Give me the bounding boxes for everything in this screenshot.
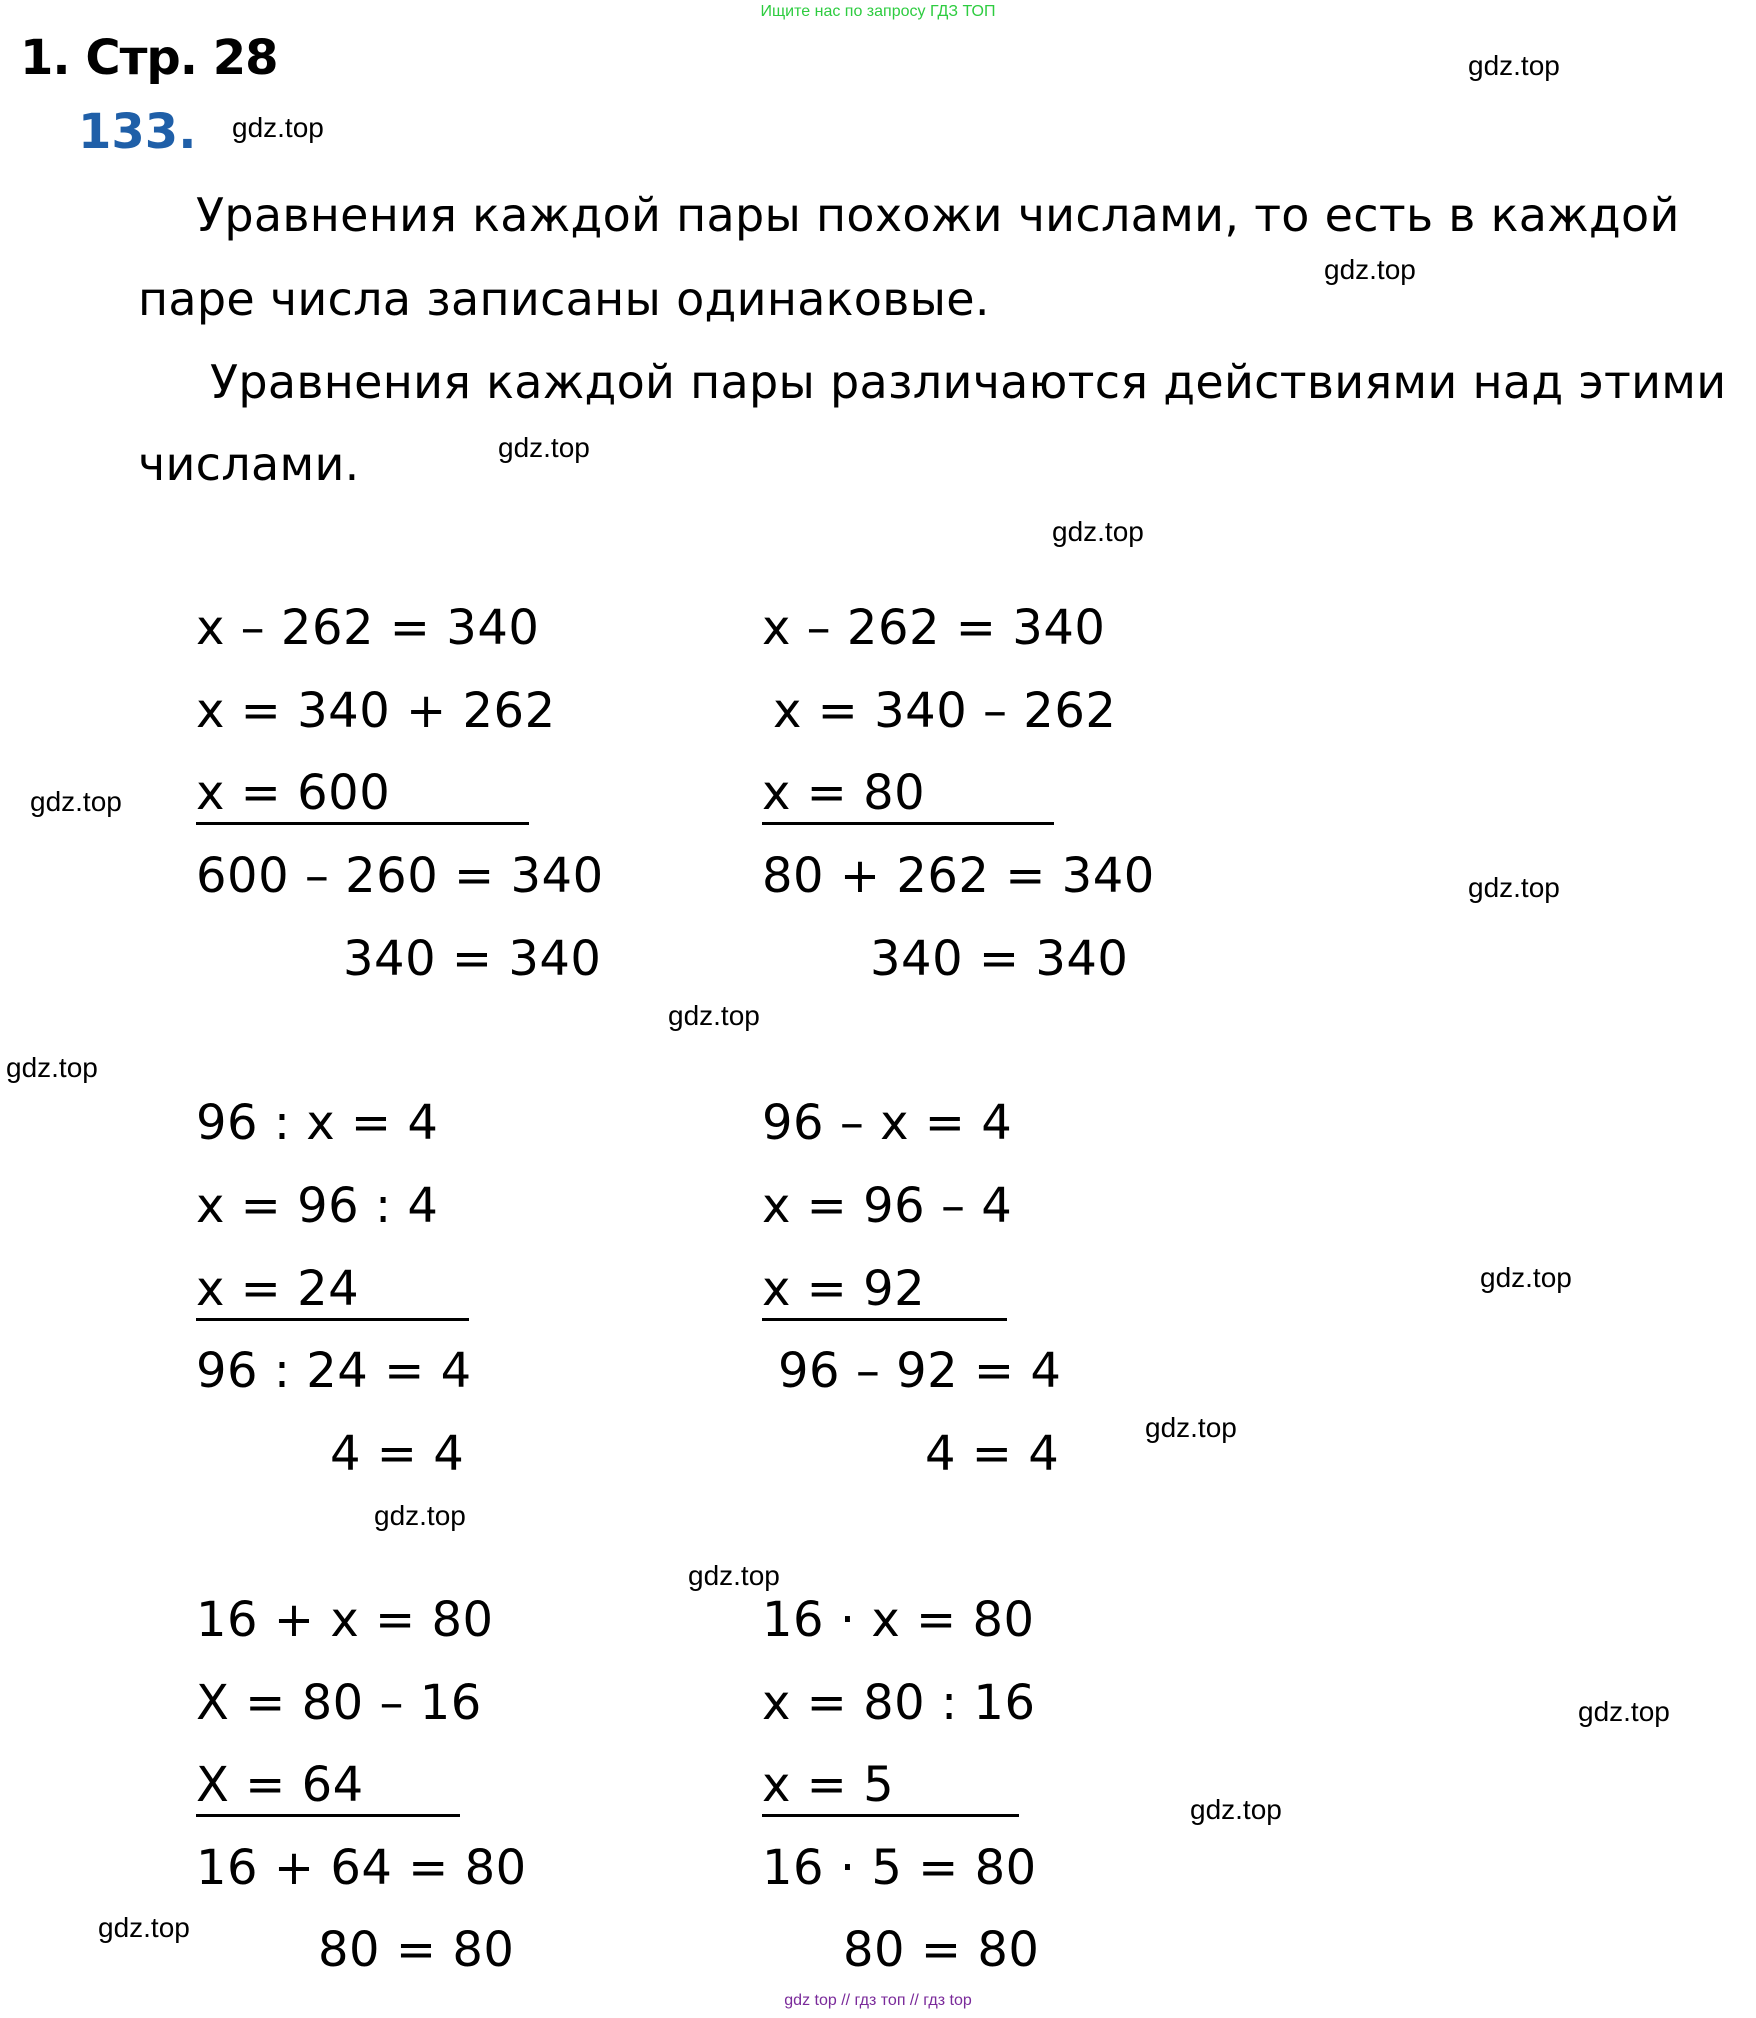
watermark: gdz.top <box>1324 254 1416 285</box>
answer-line: x = 80 <box>762 765 926 821</box>
page-heading: 1. Стр. 28 <box>20 30 278 86</box>
watermark: gdz.top <box>668 1000 760 1031</box>
equation-line: x = 96 : 4 <box>196 1178 439 1234</box>
top-banner: Ищите нас по запросу ГДЗ ТОП <box>760 3 996 20</box>
watermark: gdz.top <box>1468 50 1560 81</box>
watermark: gdz.top <box>1578 1696 1670 1727</box>
watermark: gdz.top <box>374 1500 466 1531</box>
check-result: 340 = 340 <box>343 931 602 987</box>
answer-underline <box>196 822 529 825</box>
watermark: gdz.top <box>688 1560 780 1591</box>
check-result: 4 = 4 <box>925 1426 1060 1482</box>
footer-watermark: gdz top // гдз топ // гдз top <box>784 1992 972 2009</box>
equation-line: X = 80 – 16 <box>196 1675 482 1731</box>
check-line: 16 · 5 = 80 <box>762 1840 1037 1896</box>
check-result: 80 = 80 <box>318 1922 515 1978</box>
task-number: 133. <box>78 104 197 160</box>
paragraph-1-line-2: паре числа записаны одинаковые. <box>138 272 990 326</box>
equation-line: 96 : x = 4 <box>196 1095 439 1151</box>
equation-line: 96 – x = 4 <box>762 1095 1013 1151</box>
equation-line: x – 262 = 340 <box>196 600 540 656</box>
answer-line: x = 600 <box>196 765 391 821</box>
check-result: 340 = 340 <box>870 931 1129 987</box>
check-line: 96 : 24 = 4 <box>196 1343 472 1399</box>
equation-line: x = 80 : 16 <box>762 1675 1036 1731</box>
equation-line: x = 340 – 262 <box>773 683 1117 739</box>
watermark: gdz.top <box>1468 872 1560 903</box>
watermark: gdz.top <box>1190 1794 1282 1825</box>
paragraph-1-line-1: Уравнения каждой пары похожи числами, то есть в каждой <box>196 188 1680 242</box>
watermark: gdz.top <box>1480 1262 1572 1293</box>
answer-underline <box>196 1318 469 1321</box>
answer-underline <box>196 1814 460 1817</box>
answer-line: x = 24 <box>196 1261 360 1317</box>
answer-line: x = 92 <box>762 1261 926 1317</box>
answer-underline <box>762 822 1054 825</box>
equation-line: 16 + x = 80 <box>196 1592 494 1648</box>
paragraph-2-line-2: числами. <box>138 437 360 491</box>
watermark: gdz.top <box>232 112 324 143</box>
watermark: gdz.top <box>498 432 590 463</box>
paragraph-2-line-1: Уравнения каждой пары различаются действиями над этими <box>210 355 1727 409</box>
watermark: gdz.top <box>1145 1412 1237 1443</box>
equation-line: x = 96 – 4 <box>762 1178 1013 1234</box>
check-line: 80 + 262 = 340 <box>762 848 1155 904</box>
answer-underline <box>762 1814 1019 1817</box>
answer-line: x = 5 <box>762 1757 895 1813</box>
equation-line: x – 262 = 340 <box>762 600 1106 656</box>
watermark: gdz.top <box>30 786 122 817</box>
watermark: gdz.top <box>98 1912 190 1943</box>
check-line: 16 + 64 = 80 <box>196 1840 527 1896</box>
answer-line: X = 64 <box>196 1757 364 1813</box>
equation-line: 16 · x = 80 <box>762 1592 1035 1648</box>
check-line: 600 – 260 = 340 <box>196 848 604 904</box>
check-result: 4 = 4 <box>330 1426 465 1482</box>
check-line: 96 – 92 = 4 <box>778 1343 1062 1399</box>
watermark: gdz.top <box>6 1052 98 1083</box>
check-result: 80 = 80 <box>843 1922 1040 1978</box>
answer-underline <box>762 1318 1007 1321</box>
watermark: gdz.top <box>1052 516 1144 547</box>
equation-line: x = 340 + 262 <box>196 683 556 739</box>
